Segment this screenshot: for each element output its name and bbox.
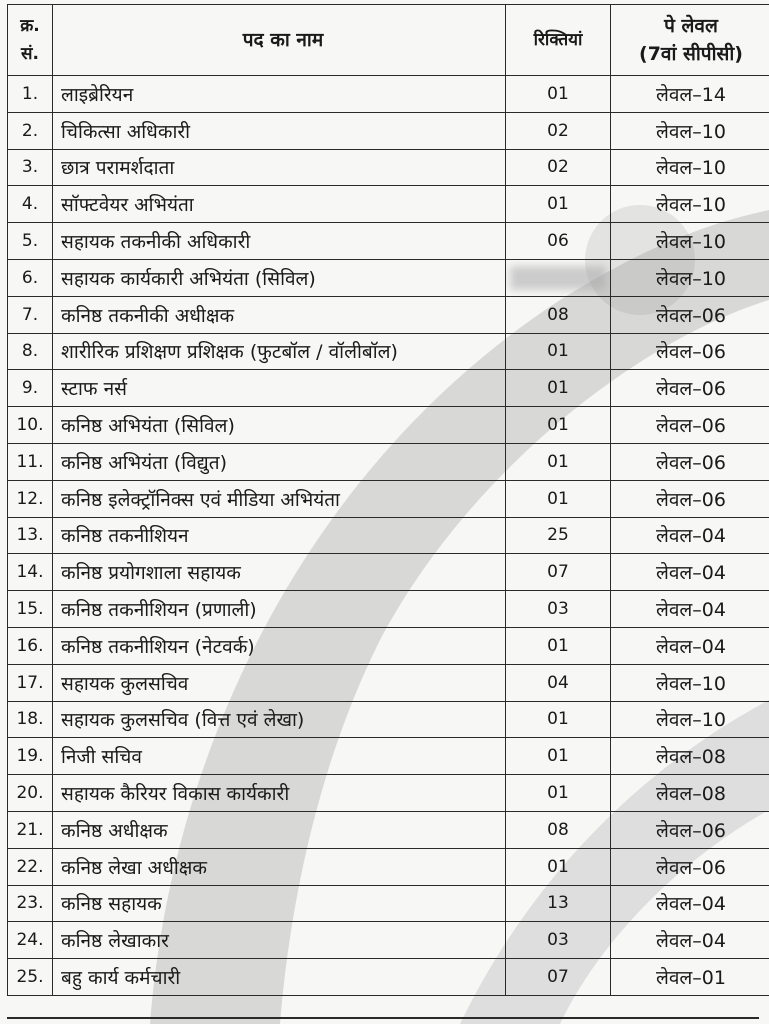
pay-level-cell: लेवल–10 bbox=[611, 186, 769, 223]
pay-level-cell: लेवल–08 bbox=[611, 738, 769, 775]
table-row bbox=[8, 517, 769, 554]
table-row bbox=[8, 223, 769, 260]
post-name-cell: कनिष्ठ तकनीशियन (प्रणाली) bbox=[53, 591, 506, 628]
vacancy-count-cell: 13 bbox=[506, 885, 611, 922]
serial-number-cell: 18. bbox=[8, 701, 53, 738]
vacancy-count-cell: 02 bbox=[506, 112, 611, 149]
post-name-cell: निजी सचिव bbox=[53, 738, 506, 775]
serial-number-cell: 7. bbox=[8, 296, 53, 333]
serial-number-cell: 19. bbox=[8, 738, 53, 775]
header-vacancies: रिक्तियां bbox=[506, 5, 611, 76]
pay-level-cell: लेवल–10 bbox=[611, 664, 769, 701]
table-row bbox=[8, 76, 769, 113]
header-pay-level: पे लेवल (7वां सीपीसी) bbox=[611, 5, 769, 76]
vacancy-count-cell: 01 bbox=[506, 738, 611, 775]
post-name-cell: लाइब्रेरियन bbox=[53, 76, 506, 113]
vacancy-count-cell: 03 bbox=[506, 922, 611, 959]
serial-number-cell: 4. bbox=[8, 186, 53, 223]
table-row bbox=[8, 959, 769, 996]
table-row bbox=[8, 701, 769, 738]
table-row bbox=[8, 811, 769, 848]
table-row bbox=[8, 775, 769, 812]
vacancy-count-cell: 01 bbox=[506, 76, 611, 113]
vacancy-count-cell: 07 bbox=[506, 959, 611, 996]
pay-level-cell: लेवल–10 bbox=[611, 223, 769, 260]
post-name-cell: कनिष्ठ सहायक bbox=[53, 885, 506, 922]
pay-level-cell: लेवल–10 bbox=[611, 701, 769, 738]
serial-number-cell: 11. bbox=[8, 443, 53, 480]
vacancy-count-cell bbox=[506, 259, 611, 296]
table-row bbox=[8, 112, 769, 149]
pay-level-cell: लेवल–06 bbox=[611, 333, 769, 370]
vacancy-count-cell: 01 bbox=[506, 443, 611, 480]
pay-level-cell: लेवल–04 bbox=[611, 885, 769, 922]
post-name-cell: कनिष्ठ तकनीकी अधीक्षक bbox=[53, 296, 506, 333]
table-row bbox=[8, 554, 769, 591]
vacancy-count-cell: 02 bbox=[506, 149, 611, 186]
post-name-cell: कनिष्ठ तकनीशियन (नेटवर्क) bbox=[53, 627, 506, 664]
table-header-row bbox=[8, 5, 769, 76]
pay-level-cell: लेवल–06 bbox=[611, 443, 769, 480]
serial-number-cell: 24. bbox=[8, 922, 53, 959]
post-name-cell: सहायक तकनीकी अधिकारी bbox=[53, 223, 506, 260]
vacancy-count-cell: 01 bbox=[506, 407, 611, 444]
pay-level-cell: लेवल–04 bbox=[611, 922, 769, 959]
pay-level-cell: लेवल–06 bbox=[611, 296, 769, 333]
pay-level-cell: लेवल–06 bbox=[611, 407, 769, 444]
serial-number-cell: 8. bbox=[8, 333, 53, 370]
table-bottom-rule bbox=[7, 1017, 759, 1019]
pay-level-cell: लेवल–04 bbox=[611, 591, 769, 628]
post-name-cell: कनिष्ठ अधीक्षक bbox=[53, 811, 506, 848]
serial-number-cell: 21. bbox=[8, 811, 53, 848]
vacancy-count-cell: 25 bbox=[506, 517, 611, 554]
vacancy-count-cell: 07 bbox=[506, 554, 611, 591]
table-row bbox=[8, 333, 769, 370]
pay-level-cell: लेवल–10 bbox=[611, 112, 769, 149]
table-row bbox=[8, 922, 769, 959]
vacancy-count-cell: 01 bbox=[506, 480, 611, 517]
post-name-cell: बहु कार्य कर्मचारी bbox=[53, 959, 506, 996]
post-name-cell: कनिष्ठ अभियंता (सिविल) bbox=[53, 407, 506, 444]
table-row bbox=[8, 591, 769, 628]
serial-number-cell: 23. bbox=[8, 885, 53, 922]
post-name-cell: सॉफ्टवेयर अभियंता bbox=[53, 186, 506, 223]
pay-level-cell: लेवल–14 bbox=[611, 76, 769, 113]
post-name-cell: कनिष्ठ लेखाकार bbox=[53, 922, 506, 959]
obscured-value bbox=[510, 266, 606, 290]
serial-number-cell: 10. bbox=[8, 407, 53, 444]
serial-number-cell: 17. bbox=[8, 664, 53, 701]
pay-level-cell: लेवल–01 bbox=[611, 959, 769, 996]
serial-number-cell: 22. bbox=[8, 848, 53, 885]
pay-level-cell: लेवल–04 bbox=[611, 554, 769, 591]
post-name-cell: छात्र परामर्शदाता bbox=[53, 149, 506, 186]
serial-number-cell: 2. bbox=[8, 112, 53, 149]
table-row bbox=[8, 885, 769, 922]
serial-number-cell: 13. bbox=[8, 517, 53, 554]
post-name-cell: सहायक कुलसचिव bbox=[53, 664, 506, 701]
vacancy-count-cell: 08 bbox=[506, 296, 611, 333]
vacancy-count-cell: 03 bbox=[506, 591, 611, 628]
table-row bbox=[8, 480, 769, 517]
pay-level-cell: लेवल–10 bbox=[611, 149, 769, 186]
serial-number-cell: 12. bbox=[8, 480, 53, 517]
pay-level-cell: लेवल–04 bbox=[611, 517, 769, 554]
table-row bbox=[8, 407, 769, 444]
vacancy-count-cell: 01 bbox=[506, 627, 611, 664]
pay-level-cell: लेवल–04 bbox=[611, 627, 769, 664]
pay-level-cell: लेवल–06 bbox=[611, 370, 769, 407]
table-row bbox=[8, 186, 769, 223]
serial-number-cell: 3. bbox=[8, 149, 53, 186]
header-post-name: पद का नाम bbox=[53, 5, 506, 76]
post-name-cell: कनिष्ठ प्रयोगशाला सहायक bbox=[53, 554, 506, 591]
post-name-cell: सहायक कुलसचिव (वित्त एवं लेखा) bbox=[53, 701, 506, 738]
serial-number-cell: 9. bbox=[8, 370, 53, 407]
post-name-cell: कनिष्ठ लेखा अधीक्षक bbox=[53, 848, 506, 885]
post-name-cell: कनिष्ठ अभियंता (विद्युत) bbox=[53, 443, 506, 480]
vacancy-count-cell: 06 bbox=[506, 223, 611, 260]
post-name-cell: शारीरिक प्रशिक्षण प्रशिक्षक (फुटबॉल / वॉलीबॉल) bbox=[53, 333, 506, 370]
table-row bbox=[8, 296, 769, 333]
vacancy-count-cell: 01 bbox=[506, 775, 611, 812]
table-row bbox=[8, 627, 769, 664]
serial-number-cell: 15. bbox=[8, 591, 53, 628]
table-row bbox=[8, 259, 769, 296]
post-name-cell: स्टाफ नर्स bbox=[53, 370, 506, 407]
pay-level-cell: लेवल–06 bbox=[611, 480, 769, 517]
header-serial-number: क्र. सं. bbox=[8, 5, 53, 76]
table-row bbox=[8, 370, 769, 407]
post-name-cell: कनिष्ठ तकनीशियन bbox=[53, 517, 506, 554]
pay-level-cell: लेवल–08 bbox=[611, 775, 769, 812]
vacancy-count-cell: 01 bbox=[506, 848, 611, 885]
post-name-cell: चिकित्सा अधिकारी bbox=[53, 112, 506, 149]
table-row bbox=[8, 664, 769, 701]
vacancy-count-cell: 01 bbox=[506, 186, 611, 223]
serial-number-cell: 20. bbox=[8, 775, 53, 812]
post-name-cell: सहायक कार्यकारी अभियंता (सिविल) bbox=[53, 259, 506, 296]
post-name-cell: कनिष्ठ इलेक्ट्रॉनिक्स एवं मीडिया अभियंता bbox=[53, 480, 506, 517]
vacancy-count-cell: 01 bbox=[506, 370, 611, 407]
serial-number-cell: 1. bbox=[8, 76, 53, 113]
table-row bbox=[8, 443, 769, 480]
vacancy-table bbox=[7, 4, 769, 996]
serial-number-cell: 16. bbox=[8, 627, 53, 664]
post-name-cell: सहायक कैरियर विकास कार्यकारी bbox=[53, 775, 506, 812]
vacancy-count-cell: 08 bbox=[506, 811, 611, 848]
vacancy-count-cell: 01 bbox=[506, 333, 611, 370]
serial-number-cell: 14. bbox=[8, 554, 53, 591]
table-row bbox=[8, 738, 769, 775]
vacancy-count-cell: 01 bbox=[506, 701, 611, 738]
pay-level-cell: लेवल–10 bbox=[611, 259, 769, 296]
table-row bbox=[8, 848, 769, 885]
vacancy-count-cell: 04 bbox=[506, 664, 611, 701]
pay-level-cell: लेवल–06 bbox=[611, 848, 769, 885]
table-row bbox=[8, 149, 769, 186]
serial-number-cell: 25. bbox=[8, 959, 53, 996]
pay-level-cell: लेवल–06 bbox=[611, 811, 769, 848]
serial-number-cell: 5. bbox=[8, 223, 53, 260]
serial-number-cell: 6. bbox=[8, 259, 53, 296]
